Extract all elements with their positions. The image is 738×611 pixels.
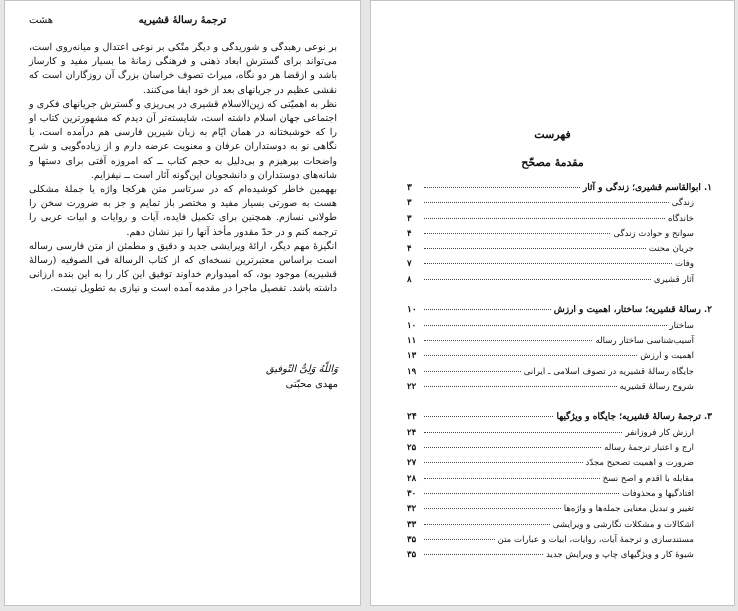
toc-subheading: مقدمهٔ مصحّح [521, 156, 584, 169]
toc-page-number: ۳۳ [407, 519, 417, 530]
toc-entry-title: آثار قشیری [653, 274, 694, 285]
table-of-contents [407, 183, 712, 565]
dot-leader [424, 554, 543, 555]
toc-entry[interactable] [407, 336, 712, 351]
toc-entry[interactable] [407, 275, 712, 290]
dot-leader [424, 187, 580, 188]
toc-entry[interactable] [407, 367, 712, 382]
body-text [29, 41, 337, 297]
dot-leader [424, 416, 553, 417]
toc-entry[interactable] [407, 214, 712, 229]
dot-leader [424, 202, 669, 203]
dot-leader [424, 355, 637, 356]
toc-entry[interactable] [407, 504, 712, 519]
right-page [370, 0, 735, 606]
toc-section-heading[interactable] [407, 412, 712, 427]
dot-leader [424, 539, 495, 540]
toc-entry-title: ضرورت و اهمیت تصحیح مجدّد [585, 458, 694, 469]
toc-entry-title: جایگاه رسالهٔ قشیریه در تصوف اسلامی ـ ایرانی [523, 366, 694, 377]
toc-entry-title: شیوهٔ کار و ویژگیهای چاپ و ویرایش جدید [545, 550, 694, 561]
paragraph: بههمین خاطر کوشیده‌ام که در سرتاسر متن هرکجا واژه یا جملهٔ مشکلی هست به صورتی بسیار مفید و مختصر باز تمایم و جز به ضرورت سخن را طولانی نسازم. همچنین برای تکمیل فایده، آیات و روایات و ابیات عربی را ترجمه کنم و در حدّ مقدور مأخذ آنها را نیز نشان دهم. [29, 184, 337, 238]
toc-page-number: ۱۱ [407, 335, 417, 346]
toc-entry-title: سوانح و حوادث زندگی [613, 228, 694, 239]
toc-entry-title: مقابله با اقدم و اصح نسخ [602, 473, 694, 484]
toc-entry[interactable] [407, 428, 712, 443]
toc-entry-title: ساختار [669, 320, 694, 331]
toc-entry[interactable] [407, 244, 712, 259]
toc-page-number: ۲۴ [407, 427, 417, 438]
toc-spacer [407, 290, 712, 305]
dot-leader [424, 371, 521, 372]
toc-page-number: ۲۸ [407, 473, 417, 484]
toc-entry[interactable] [407, 474, 712, 489]
running-header-title: ترجمهٔ رسالهٔ قشیریه [138, 15, 227, 26]
dot-leader [424, 218, 665, 219]
toc-entry-title: ۳. ترجمهٔ رسالهٔ قشیریه؛ جایگاه و ویژگیها [556, 412, 712, 423]
paragraph: انگیزهٔ مهم دیگر، ارائهٔ ویرایشی جدید و دقیق و مطمئن از متن فارسی رساله است براساس معتبرترین نسخه‌ای که از کتاب الرسالة فی الصوفیه (رسالهٔ قشیریه) موجود بود، که امیدوارم خداوند توفیق این کار را به این بنده ارزانی داشته باشد. تفصیل ماجرا در مقدمه آمده است و نیازی به تطویل نیست. [29, 240, 337, 295]
toc-page-number: ۳۵ [407, 550, 417, 561]
dot-leader [424, 325, 667, 326]
toc-spacer [407, 397, 712, 412]
toc-entry[interactable] [407, 321, 712, 336]
toc-entry-title: شروح رسالهٔ قشیریه [619, 381, 694, 392]
toc-page-number: ۷ [407, 259, 412, 270]
dot-leader [424, 493, 619, 494]
toc-page-number: ۲۷ [407, 458, 417, 469]
toc-entry[interactable] [407, 489, 712, 504]
toc-entry[interactable] [407, 198, 712, 213]
dot-leader [424, 478, 600, 479]
toc-section-heading[interactable] [407, 183, 712, 198]
dot-leader [424, 508, 561, 509]
toc-page-number: ۲۲ [407, 381, 417, 392]
closing-phrase: وَاللّهُ وَلِیُّ التّوفیق [265, 364, 338, 375]
left-page [4, 0, 361, 606]
toc-heading: فهرست [534, 128, 571, 141]
toc-entry-title: تغییر و تبدیل معنایی جمله‌ها و واژه‌ها [563, 504, 694, 515]
author-signature: مهدی محبّتی [285, 379, 338, 390]
toc-page-number: ۳ [407, 183, 412, 193]
toc-entry-title: ۲. رسالهٔ قشیریه؛ ساختار، اهمیت و ارزش [553, 305, 712, 316]
toc-entry-title: ارزش کار فروزانفر [625, 427, 694, 438]
dot-leader [424, 432, 622, 433]
toc-entry-title: آسیب‌شناسی ساختار رساله [595, 335, 694, 346]
toc-entry[interactable] [407, 259, 712, 274]
toc-page-number: ۳۰ [407, 488, 417, 499]
toc-page-number: ۳۲ [407, 504, 417, 515]
toc-page-number: ۴ [407, 244, 412, 255]
toc-page-number: ۸ [407, 274, 412, 285]
dot-leader [424, 248, 646, 249]
dot-leader [424, 233, 610, 234]
toc-page-number: ۱۹ [407, 366, 417, 377]
toc-entry-title: مستندسازی و ترجمهٔ آیات، روایات، ابیات و عبارات متن [497, 534, 694, 545]
toc-page-number: ۳ [407, 198, 412, 209]
toc-entry-title: اهمیت و ارزش [640, 351, 694, 362]
toc-page-number: ۱۰ [407, 305, 417, 316]
toc-entry-title: ارج و اعتبار ترجمهٔ رساله [604, 443, 694, 454]
dot-leader [424, 524, 550, 525]
paragraph: نظر به اهمیّتی که زین‌الاسلام قشیری در پی‌ریزی و گسترش جریانهای فکری و اجتماعی جهان اسلام داشته است، شایسته‌تر آن دیدم که مشهورترین کتاب او را که خوشبختانه در همان ایّام به زبان شیرین فارسی هم درآمده است، با نگاهی نو به دوستداران عرفان و معنویت عرضه دارم و از زیاده‌گویی و شرح واضحات بپرهیزم و بی‌دلیل به حجم کتاب ــ که امروزه آفتی برای دستها و شانه‌های دوستداران و دانشجویان این‌گونه آثار است ــ نیفزایم. [29, 98, 337, 181]
toc-entry-title: اشکالات و مشکلات نگارشی و ویرایشی [552, 519, 694, 530]
dot-leader [424, 263, 672, 264]
toc-section-heading[interactable] [407, 305, 712, 320]
toc-entry-title: وفات [675, 259, 694, 270]
dot-leader [424, 462, 583, 463]
paragraph: بر نوعی رهبدگی و شوریدگی و دیگر متّکی بر نوعی اعتدال و میانه‌روی است، می‌تواند برای گسترش ابعاد ذهنی و فرهنگی زمانهٔ ما بسیار مفید و کارساز باشد و ازقضا هر دو نگاه، میراث تصوف خراسان بزرگ آن روزگاران است که نقشی عظیم در جریانهای بعد از خود ایفا می‌کنند. [29, 42, 337, 96]
toc-page-number: ۱۳ [407, 351, 417, 362]
toc-entry-title: ۱. ابوالقاسم قشیری؛ زندگی و آثار [582, 183, 712, 193]
dot-leader [424, 279, 651, 280]
toc-entry[interactable] [407, 550, 712, 565]
toc-page-number: ۱۰ [407, 320, 417, 331]
dot-leader [424, 340, 592, 341]
page-number: هشت [29, 15, 54, 26]
toc-page-number: ۴ [407, 228, 412, 239]
toc-page-number: ۳۵ [407, 534, 417, 545]
toc-entry[interactable] [407, 458, 712, 473]
dot-leader [424, 386, 617, 387]
toc-entry[interactable] [407, 351, 712, 366]
toc-page-number: ۲۴ [407, 412, 417, 423]
toc-entry[interactable] [407, 520, 712, 535]
dot-leader [424, 309, 551, 310]
toc-entry[interactable] [407, 443, 712, 458]
toc-entry[interactable] [407, 229, 712, 244]
toc-page-number: ۳ [407, 213, 412, 224]
toc-entry[interactable] [407, 382, 712, 397]
toc-entry-title: جریان محنت [648, 244, 694, 255]
toc-entry-title: زندگی [671, 198, 694, 209]
dot-leader [424, 447, 601, 448]
toc-entry-title: افتادگیها و محذوفات [621, 488, 694, 499]
toc-page-number: ۲۵ [407, 443, 417, 454]
toc-entry[interactable] [407, 535, 712, 550]
toc-entry-title: خاندگاه [667, 213, 694, 224]
